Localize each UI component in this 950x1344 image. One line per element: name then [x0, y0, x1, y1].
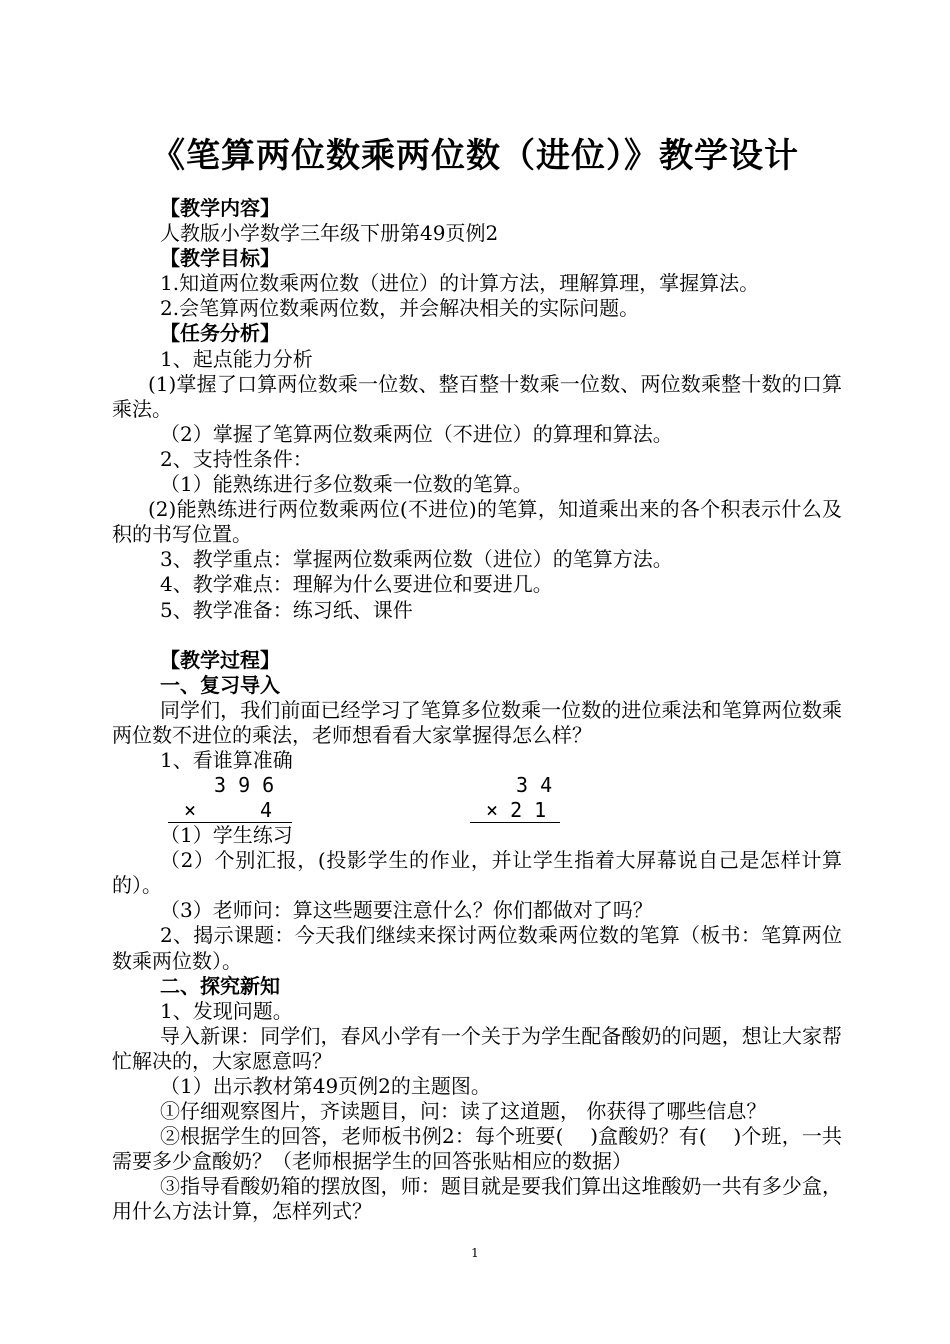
spacer — [112, 623, 842, 648]
calc-a-top: 3 9 6 — [214, 773, 275, 798]
heading-teaching-content: 【教学内容】 — [160, 196, 280, 220]
paragraph: 导入新课：同学们，春风小学有一个关于为学生配备酸奶的问题，想让大家帮忙解决的，大家愿意吗？ — [112, 1023, 842, 1073]
calc-a-underline — [168, 822, 292, 823]
paragraph: ①仔细观察图片，齐读题目，问：读了这道题， 你获得了哪些信息？ — [160, 1099, 767, 1124]
paragraph: （1）学生练习 — [160, 823, 293, 848]
paragraph: （3）老师问：算这些题要注意什么？你们都做对了吗？ — [160, 898, 653, 923]
heading-teaching-process: 【教学过程】 — [160, 647, 280, 672]
paragraph: ③指导看酸奶箱的摆放图，师：题目就是要我们算出这堆酸奶一共有多少盒，用什么方法计算，怎样列式？ — [112, 1174, 842, 1224]
vertical-calculations — [112, 773, 842, 823]
paragraph: （1）出示教材第49页例2的主题图。 — [160, 1074, 491, 1098]
paragraph: （1）能熟练进行多位数乘一位数的笔算。 — [160, 472, 533, 497]
paragraph: 2、支持性条件： — [160, 446, 313, 471]
paragraph: 5、教学准备：练习纸、课件 — [160, 597, 413, 622]
heading-task-analysis: 【任务分析】 — [160, 321, 280, 346]
paragraph: (2)能熟练进行两位数乘两位(不进位)的笔算，知道乘出来的各个积表示什么及积的书写位置。 — [112, 497, 842, 547]
calc-b-underline — [470, 822, 560, 823]
page-number: 1 — [471, 1246, 479, 1260]
section-heading-review: 一、复习导入 — [160, 672, 280, 697]
paragraph: （2）个别汇报，(投影学生的作业，并让学生指着大屏幕说自己是怎样计算的）。 — [112, 848, 842, 898]
document-body — [112, 196, 842, 1225]
paragraph: 1、发现问题。 — [160, 998, 293, 1023]
paragraph: 2、揭示课题：今天我们继续来探讨两位数乘两位数的笔算（板书：笔算两位数乘两位数）。 — [112, 923, 842, 973]
paragraph: 人教版小学数学三年级下册第49页例2 — [160, 221, 499, 246]
heading-teaching-goals: 【教学目标】 — [160, 246, 280, 271]
calc-b-top: 3 4 — [516, 773, 553, 798]
calc-a-bottom: 4 — [260, 798, 273, 823]
paragraph: 4、教学难点：理解为什么要进位和要进几。 — [160, 572, 553, 597]
paragraph: ②根据学生的回答，老师板书例2：每个班要( )盒酸奶？有( )个班，一共需要多少盒酸奶？（老师根据学生的回答张贴相应的数据） — [112, 1124, 842, 1174]
calc-a-sign: × — [184, 798, 197, 823]
paragraph: (1)掌握了口算两位数乘一位数、整百整十数乘一位数、两位数乘整十数的口算乘法。 — [112, 371, 842, 421]
paragraph: 1、看谁算准确 — [160, 747, 293, 772]
section-heading-explore: 二、探究新知 — [160, 973, 280, 998]
paragraph: 1、起点能力分析 — [160, 346, 313, 371]
paragraph: 3、教学重点：掌握两位数乘两位数（进位）的笔算方法。 — [160, 547, 673, 572]
paragraph: 2.会笔算两位数乘两位数，并会解决相关的实际问题。 — [160, 296, 640, 321]
paragraph: （2）掌握了笔算两位数乘两位（不进位）的算理和算法。 — [160, 421, 673, 446]
paragraph: 同学们，我们前面已经学习了笔算多位数乘一位数的进位乘法和笔算两位数乘两位数不进位的乘法，老师想看看大家掌握得怎么样？ — [112, 697, 842, 747]
document-title: 《笔算两位数乘两位数（进位）》教学设计 — [151, 136, 799, 176]
calc-b-bottom: × 2 1 — [486, 798, 547, 823]
paragraph: 1.知道两位数乘两位数（进位）的计算方法，理解算理，掌握算法。 — [160, 271, 760, 296]
